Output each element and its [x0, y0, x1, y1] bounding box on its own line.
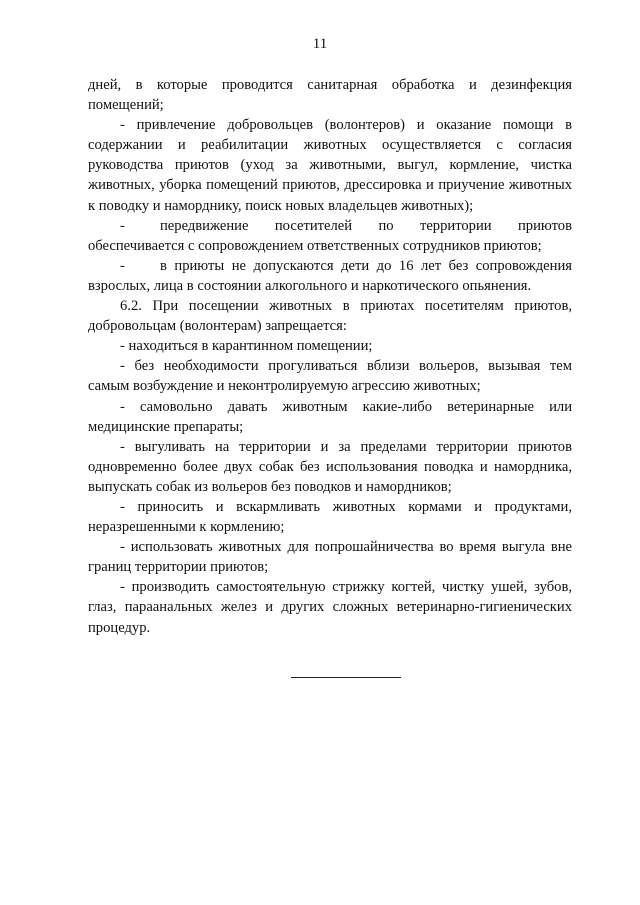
section-6-2-heading: 6.2. При посещении животных в приютах посетителям приютов, добровольцам (волонтерам) запрещается:	[88, 298, 572, 335]
prohibition-item: - производить самостоятельную стрижку когтей, чистку ушей, зубов, глаз, параанальных желез и других сложных ветеринарно-гигиенических процедур.	[88, 579, 572, 636]
prohibition-item: - выгуливать на территории и за пределами территории приютов одновременно более двух собак без использования поводка и намордника, выпускать собак из вольеров без поводков и намордников;	[88, 438, 572, 495]
prohibition-item: - находиться в карантинном помещении;	[120, 338, 373, 355]
list-dash: -	[120, 117, 125, 134]
prohibition-item: - использовать животных для попрошайничества во время выгула вне границ территории приютов;	[88, 539, 572, 576]
page-number: 11	[312, 36, 328, 52]
prohibition-item: - самовольно давать животным какие-либо ветеринарные или медицинские препараты;	[88, 398, 572, 435]
prohibition-item: - приносить и вскармливать животных кормами и продуктами, неразрешенными к кормлению;	[88, 498, 572, 536]
list-item-visitor-movement	[88, 216, 572, 256]
document-body	[88, 75, 572, 638]
end-of-document-rule	[291, 677, 401, 678]
list-item-text: в приюты не допускаются дети до 16 лет без сопровождения взрослых, лица в состоянии алкогольного и наркотического опьянения.	[88, 257, 572, 294]
paragraph-continuation: дней, в которые проводится санитарная обработка и дезинфекция помещений;	[88, 77, 572, 114]
list-item-text: привлечение добровольцев (волонтеров) и оказание помощи в содержании и реабилитации животных осуществляется с согласия руководства приютов (уход за животными, выгул, кормление, чистка животных, уборка помещений приютов, дрессировка и приучение животных к поводку и наморднику, поиск новых владельцев животных);	[88, 117, 572, 214]
prohibition-item: - без необходимости прогуливаться вблизи вольеров, вызывая тем самым возбуждение и неконтролируемую агрессию животных;	[88, 358, 572, 395]
list-dash: -	[120, 257, 125, 274]
list-item-text: передвижение посетителей по территории приютов обеспечивается с сопровождением ответственных сотрудников приютов;	[88, 217, 572, 254]
list-dash: -	[120, 217, 125, 234]
list-item-children-restriction	[88, 256, 572, 296]
list-item-volunteers	[88, 115, 572, 215]
